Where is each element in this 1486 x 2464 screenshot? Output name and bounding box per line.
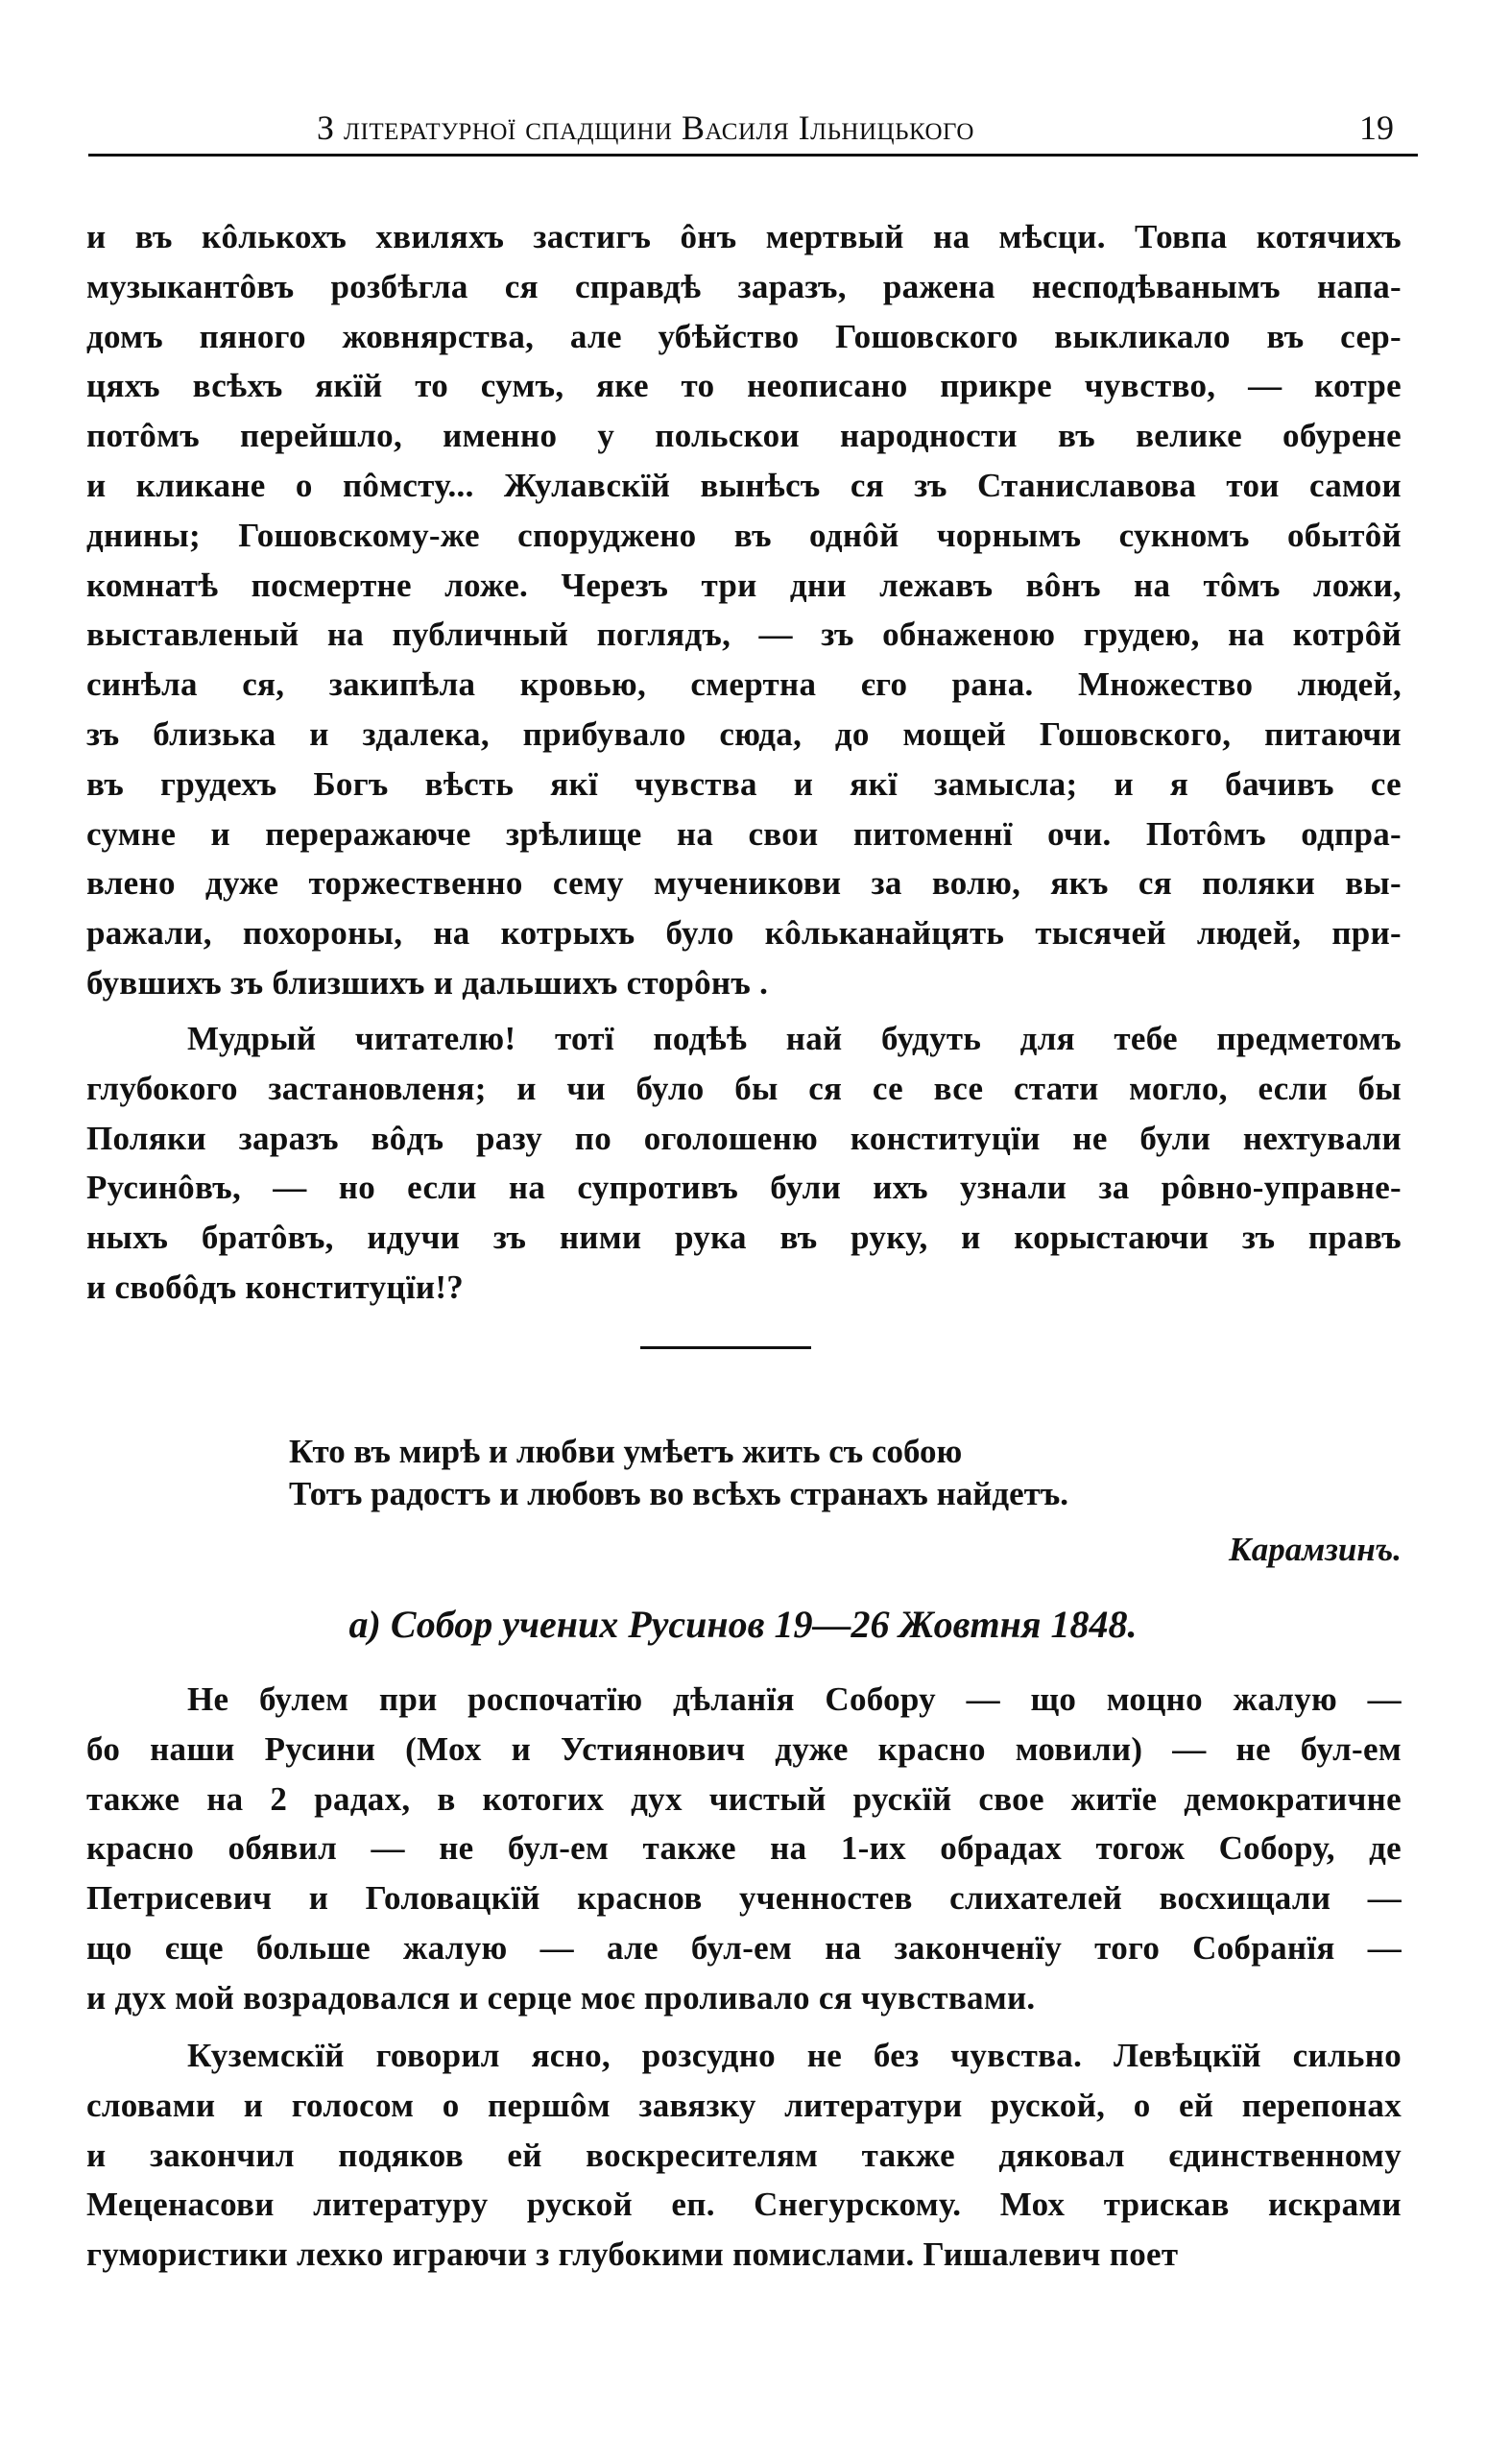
- paragraph: [86, 212, 1402, 1008]
- epigraph: [289, 1431, 1068, 1515]
- text-line: гумористики лехко играючи з глубокими помислами. Гишалевич поет: [86, 2235, 1179, 2274]
- text-line: и кликане о пôмсту... Жулавскïй вынѣсъ ся зъ Станиславова тои самои: [86, 466, 1402, 504]
- text-line: ныхъ братôвъ, идучи зъ ними рука въ руку, и корыстаючи зъ правъ: [86, 1219, 1402, 1257]
- text-line: домъ пяного жовнярства, але убѣйство Гошовского выкликало въ сер-: [86, 317, 1402, 355]
- text-line: зъ близька и здалека, прибувало сюда, до мощей Гошовского, питаючи: [86, 714, 1402, 753]
- text-line: синѣла ся, закипѣла кровью, смертна єго рана. Множество людей,: [86, 665, 1402, 704]
- text-line: цяхъ всѣхъ якïй то сумъ, яке то неописано прикре чувство, — котре: [86, 367, 1402, 405]
- text-line: Петрисевич и Головацкïй краснов ученностев слихателей восхищали —: [86, 1879, 1402, 1918]
- paragraph: [86, 1675, 1402, 2023]
- text-line: и дух мой возрадовался и серце моє проливало ся чувствами.: [86, 1978, 1036, 2017]
- running-header: [0, 108, 1486, 156]
- paragraph: [86, 2031, 1402, 2280]
- text-line: и свобôдъ конституцïи!?: [86, 1268, 465, 1306]
- running-title: З літературної спадщини Василя Ільницького: [317, 109, 974, 147]
- section-heading: а) Собор учених Русинов 19—26 Жовтня 1848.: [348, 1603, 1138, 1646]
- header-rule: [88, 154, 1418, 157]
- epigraph-line: Тотъ радостъ и любовъ во всѣхъ странахъ найдетъ.: [289, 1475, 1068, 1512]
- text-line: красно обявил — не бул-ем также на 1-их обрадах тогож Собору, де: [86, 1829, 1402, 1868]
- text-line: бо наши Русини (Мох и Устиянович дуже красно мовили) — не бул-ем: [86, 1729, 1402, 1768]
- text-line: Мудрый читателю! тотï подѣѣ най будуть для тебе предметомъ: [187, 1020, 1402, 1057]
- section-separator: [640, 1346, 811, 1349]
- text-line: Русинôвъ, — но если на супротивъ були ихъ узнали за рôвно-управне-: [86, 1169, 1402, 1207]
- text-line: и закончил подяков ей воскресителям также дяковал єдинственному: [86, 2136, 1402, 2174]
- text-line: комнатѣ посмертне ложе. Черезъ три дни лежавъ вôнъ на тôмъ ложи,: [86, 566, 1402, 604]
- text-line: що єще больше жалую — але бул-ем на законченïу того Собранïя —: [86, 1928, 1402, 1967]
- text-line: глубокого застановленя; и чи було бы ся се все стати могло, если бы: [86, 1069, 1402, 1107]
- text-line: Куземскïй говорил ясно, розсудно не без чувства. Левѣцкïй сильно: [187, 2037, 1402, 2074]
- text-line: влено дуже торжественно сему мученикови за волю, якъ ся поляки вы-: [86, 864, 1402, 903]
- text-line: Меценасови литературу руской еп. Снегурскому. Мох трискав искрами: [86, 2186, 1402, 2224]
- text-line: словами и голосом о першôм завязку литератури руской, о ей перепонах: [86, 2086, 1402, 2124]
- text-line: Поляки заразъ вôдъ разу по оголошеню конституцïи не були нехтували: [86, 1119, 1402, 1157]
- text-line: и въ кôлькохъ хвиляхъ застигъ ôнъ мертвый на мѣсци. Товпа котячихъ: [86, 218, 1402, 255]
- text-line: сумне и перерaжаюче зрѣлище на свои питоменнï очи. Потôмъ одпра-: [86, 814, 1402, 853]
- paragraph: [86, 1014, 1402, 1313]
- text-line: потôмъ перейшло, именно у польскои народности въ велике обурене: [86, 417, 1402, 455]
- text-line: также на 2 радах, в котогих дух чистый рускïй свое житïе демократичне: [86, 1779, 1402, 1818]
- text-line: ражали, похороны, на котрыхъ було кôльканайцять тысячей людей, при-: [86, 914, 1402, 953]
- text-line: Не булем при роспочатïю дѣланïя Собору — що моцно жалую —: [187, 1680, 1402, 1718]
- text-line: въ грудехъ Богъ вѣсть якï чувства и якï замысла; и я бачивъ се: [86, 764, 1402, 803]
- text-line: музыкантôвъ розбѣгла ся справдѣ заразъ, ражена несподѣванымъ напа-: [86, 267, 1402, 305]
- page-number: 19: [1359, 109, 1394, 147]
- text-line: бувшихъ зъ близшихъ и дальшихъ сторôнъ .: [86, 963, 769, 1002]
- epigraph-author: Карамзинъ.: [1229, 1531, 1402, 1568]
- text-line: выставленый на публичный поглядъ, — зъ обнаженою грудею, на котрôй: [86, 616, 1402, 654]
- epigraph-line: Кто въ мирѣ и любви умѣетъ жить съ собою: [289, 1433, 963, 1470]
- text-line: днины; Гошовскому-же споруджено въ однôй чорнымъ сукномъ обытôй: [86, 516, 1402, 554]
